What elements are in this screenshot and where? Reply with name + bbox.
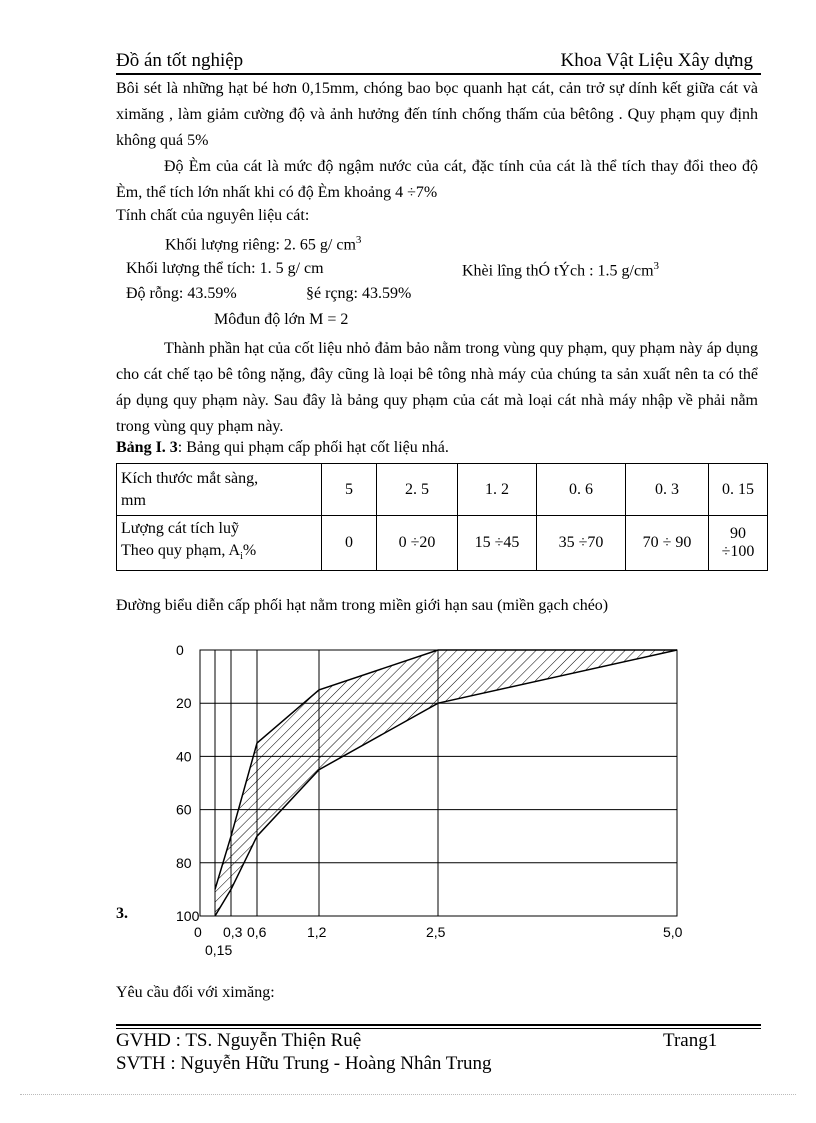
footer-students: SVTH : Nguyễn Hữu Trung - Hoàng Nhân Trung [116, 1053, 492, 1074]
header-rule [116, 73, 761, 75]
x-tick-label: 5,0 [663, 924, 683, 940]
y-tick-label: 60 [176, 801, 192, 818]
cement-requirements: Yêu cầu đối với ximăng: [116, 984, 275, 1001]
table-cell: 0 [322, 516, 377, 571]
y-tick-label: 0 [176, 642, 184, 658]
table-cell: 1. 2 [458, 464, 537, 516]
table-cell: 0 ÷20 [377, 516, 458, 571]
table-cell: 0. 6 [537, 464, 626, 516]
chart-caption: Đường biểu diễn cấp phối hạt nằm trong miền giới hạn sau (miền gạch chéo) [116, 597, 609, 614]
x-tick-label-extra: 0,15 [205, 942, 233, 958]
sand-props-title: Tính chất của nguyên liệu cát: [116, 207, 310, 224]
sand-bulk-density: Khối lượng thể tích: 1. 5 g/ cm [126, 260, 324, 277]
page-bottom-divider [20, 1094, 796, 1095]
x-tick-label: 0 [194, 924, 202, 940]
y-tick-label: 20 [176, 695, 192, 712]
table-cell: 15 ÷45 [458, 516, 537, 571]
table-cell: 5 [322, 464, 377, 516]
figure-number: 3. [116, 905, 128, 922]
grading-spec-table [116, 463, 768, 571]
sand-porosity-alt: §é rçng: 43.59% [306, 285, 412, 302]
y-tick-label: 100 [176, 908, 200, 924]
x-tick-label: 1,2 [307, 924, 327, 940]
sand-porosity: Độ rỗng: 43.59% [126, 285, 237, 302]
table-header-cumulative: Lượng cát tích luỹ Theo quy phạm, $A_i\%$ [117, 516, 322, 571]
header-thesis-title: Đồ án tốt nghiệp [116, 50, 244, 71]
table-cell: 90 ÷100 [709, 516, 768, 571]
footer-rule-top [116, 1024, 761, 1026]
table-cell: 0. 3 [626, 464, 709, 516]
table-cell: 70 ÷ 90 [626, 516, 709, 571]
paragraph-moisture: Độ Èm của cát là mức độ ngậm nước của cát, đặc tính của cát là thể tích thay đổi theo độ Èm, thể tích lớn nhất khi có độ Èm khoảng 4 ÷7% [116, 158, 758, 201]
paragraph-clay: Bôi sét là những hạt bé hơn 0,15mm, chóng bao bọc quanh hạt cát, cản trở sự dính kết giữa cát và ximăng , làm giảm cường độ và ảnh hưởng đến tính chống thấm của bêtông . Quy phạm quy định không quá 5% [116, 80, 758, 149]
footer-rule-bottom [116, 1028, 761, 1029]
table-caption: Bảng I. 3: Bảng qui phạm cấp phối hạt cốt liệu nhá. [116, 439, 449, 456]
x-tick-label: 2,5 [426, 924, 446, 940]
table-cell: 0. 15 [709, 464, 768, 516]
sand-modulus: Môđun độ lớn M = 2 [214, 311, 349, 328]
grading-zone-area [215, 650, 677, 916]
paragraph-grading: Thành phần hạt của cốt liệu nhỏ đảm bảo nằm trong vùng quy phạm, quy phạm này áp dụng cho cát chế tạo bê tông nặng, đây cũng là loại bê tông nhà máy của chúng ta sản xuất nên ta có thể áp dụng quy phạm này. Sau đây là bảng quy phạm của cát mà loại cát nhà máy nhập về phải nằm trong vùng quy phạm này. [116, 340, 758, 435]
table-row-cumulative [117, 516, 768, 571]
table-header-sieve: Kích thước mắt sàng, mm [117, 464, 322, 516]
table-cell: 2. 5 [377, 464, 458, 516]
header-faculty: Khoa Vật Liệu Xây dựng [560, 50, 753, 71]
y-tick-label: 40 [176, 748, 192, 765]
page-header [116, 50, 761, 74]
table-row-sieve-size [117, 464, 768, 516]
x-tick-label: 0,6 [247, 924, 267, 940]
x-tick-label: 0,3 [223, 924, 243, 940]
y-tick-label: 80 [176, 854, 192, 871]
footer-page-number: Trang1 [663, 1030, 718, 1051]
grading-chart [160, 640, 700, 960]
footer-supervisor: GVHD : TS. Nguyễn Thiện Ruệ [116, 1030, 362, 1051]
sand-bulk-density-alt: Khèi lîng thÓ tÝch : 1.5 $g/cm^3$ [462, 260, 660, 280]
table-cell: 35 ÷70 [537, 516, 626, 571]
sand-density: Khối lượng riêng: 2. 65 g/ $cm^3$ [165, 234, 362, 254]
